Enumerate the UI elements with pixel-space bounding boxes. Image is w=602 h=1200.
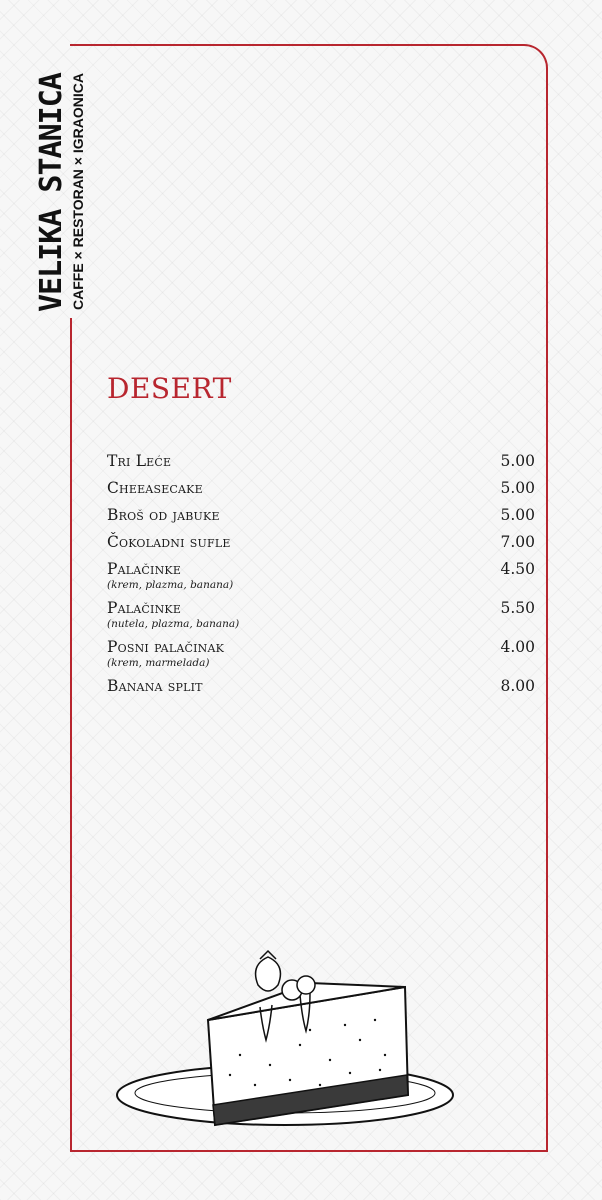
menu-frame-left-rule bbox=[70, 318, 72, 1152]
menu-item-name: Čokoladni sufle bbox=[107, 533, 231, 551]
menu-item-price: 8.00 bbox=[500, 677, 535, 695]
menu-item bbox=[107, 531, 535, 553]
menu-item-price: 4.00 bbox=[500, 638, 535, 656]
menu-item-note: (krem, plazma, banana) bbox=[107, 579, 234, 591]
brand-tagline: CAFFE × RESTORAN × IGRAONICA bbox=[70, 73, 86, 310]
menu-item-name: Palačinke bbox=[107, 599, 182, 617]
menu-item bbox=[107, 558, 535, 592]
menu-item-price: 5.50 bbox=[500, 599, 535, 617]
menu-item-note: (krem, marmelada) bbox=[107, 657, 210, 669]
section-title: DESERT bbox=[107, 372, 232, 405]
menu-item-price: 4.50 bbox=[500, 560, 535, 578]
menu-item-name: Banana split bbox=[107, 677, 203, 695]
menu-item-price: 5.00 bbox=[500, 506, 535, 524]
menu-item-name: Palačinke bbox=[107, 560, 182, 578]
menu-item bbox=[107, 450, 535, 472]
menu-item bbox=[107, 636, 535, 670]
menu-item-name: Cheeasecake bbox=[107, 479, 203, 497]
brand-name: VELIKA STANICA bbox=[34, 73, 69, 312]
brand-logo bbox=[36, 44, 96, 312]
cheesecake-illustration bbox=[110, 945, 470, 1145]
dessert-menu-list bbox=[107, 450, 535, 702]
menu-item-name: Tri Leće bbox=[107, 452, 172, 470]
menu-item bbox=[107, 477, 535, 499]
menu-item-price: 5.00 bbox=[500, 479, 535, 497]
menu-item-price: 5.00 bbox=[500, 452, 535, 470]
menu-item bbox=[107, 597, 535, 631]
menu-item bbox=[107, 675, 535, 697]
menu-item bbox=[107, 504, 535, 526]
menu-item-price: 7.00 bbox=[500, 533, 535, 551]
menu-item-note: (nutela, plazma, banana) bbox=[107, 618, 240, 630]
menu-item-name: Posni palačinak bbox=[107, 638, 225, 656]
menu-item-name: Broš od jabuke bbox=[107, 506, 220, 524]
